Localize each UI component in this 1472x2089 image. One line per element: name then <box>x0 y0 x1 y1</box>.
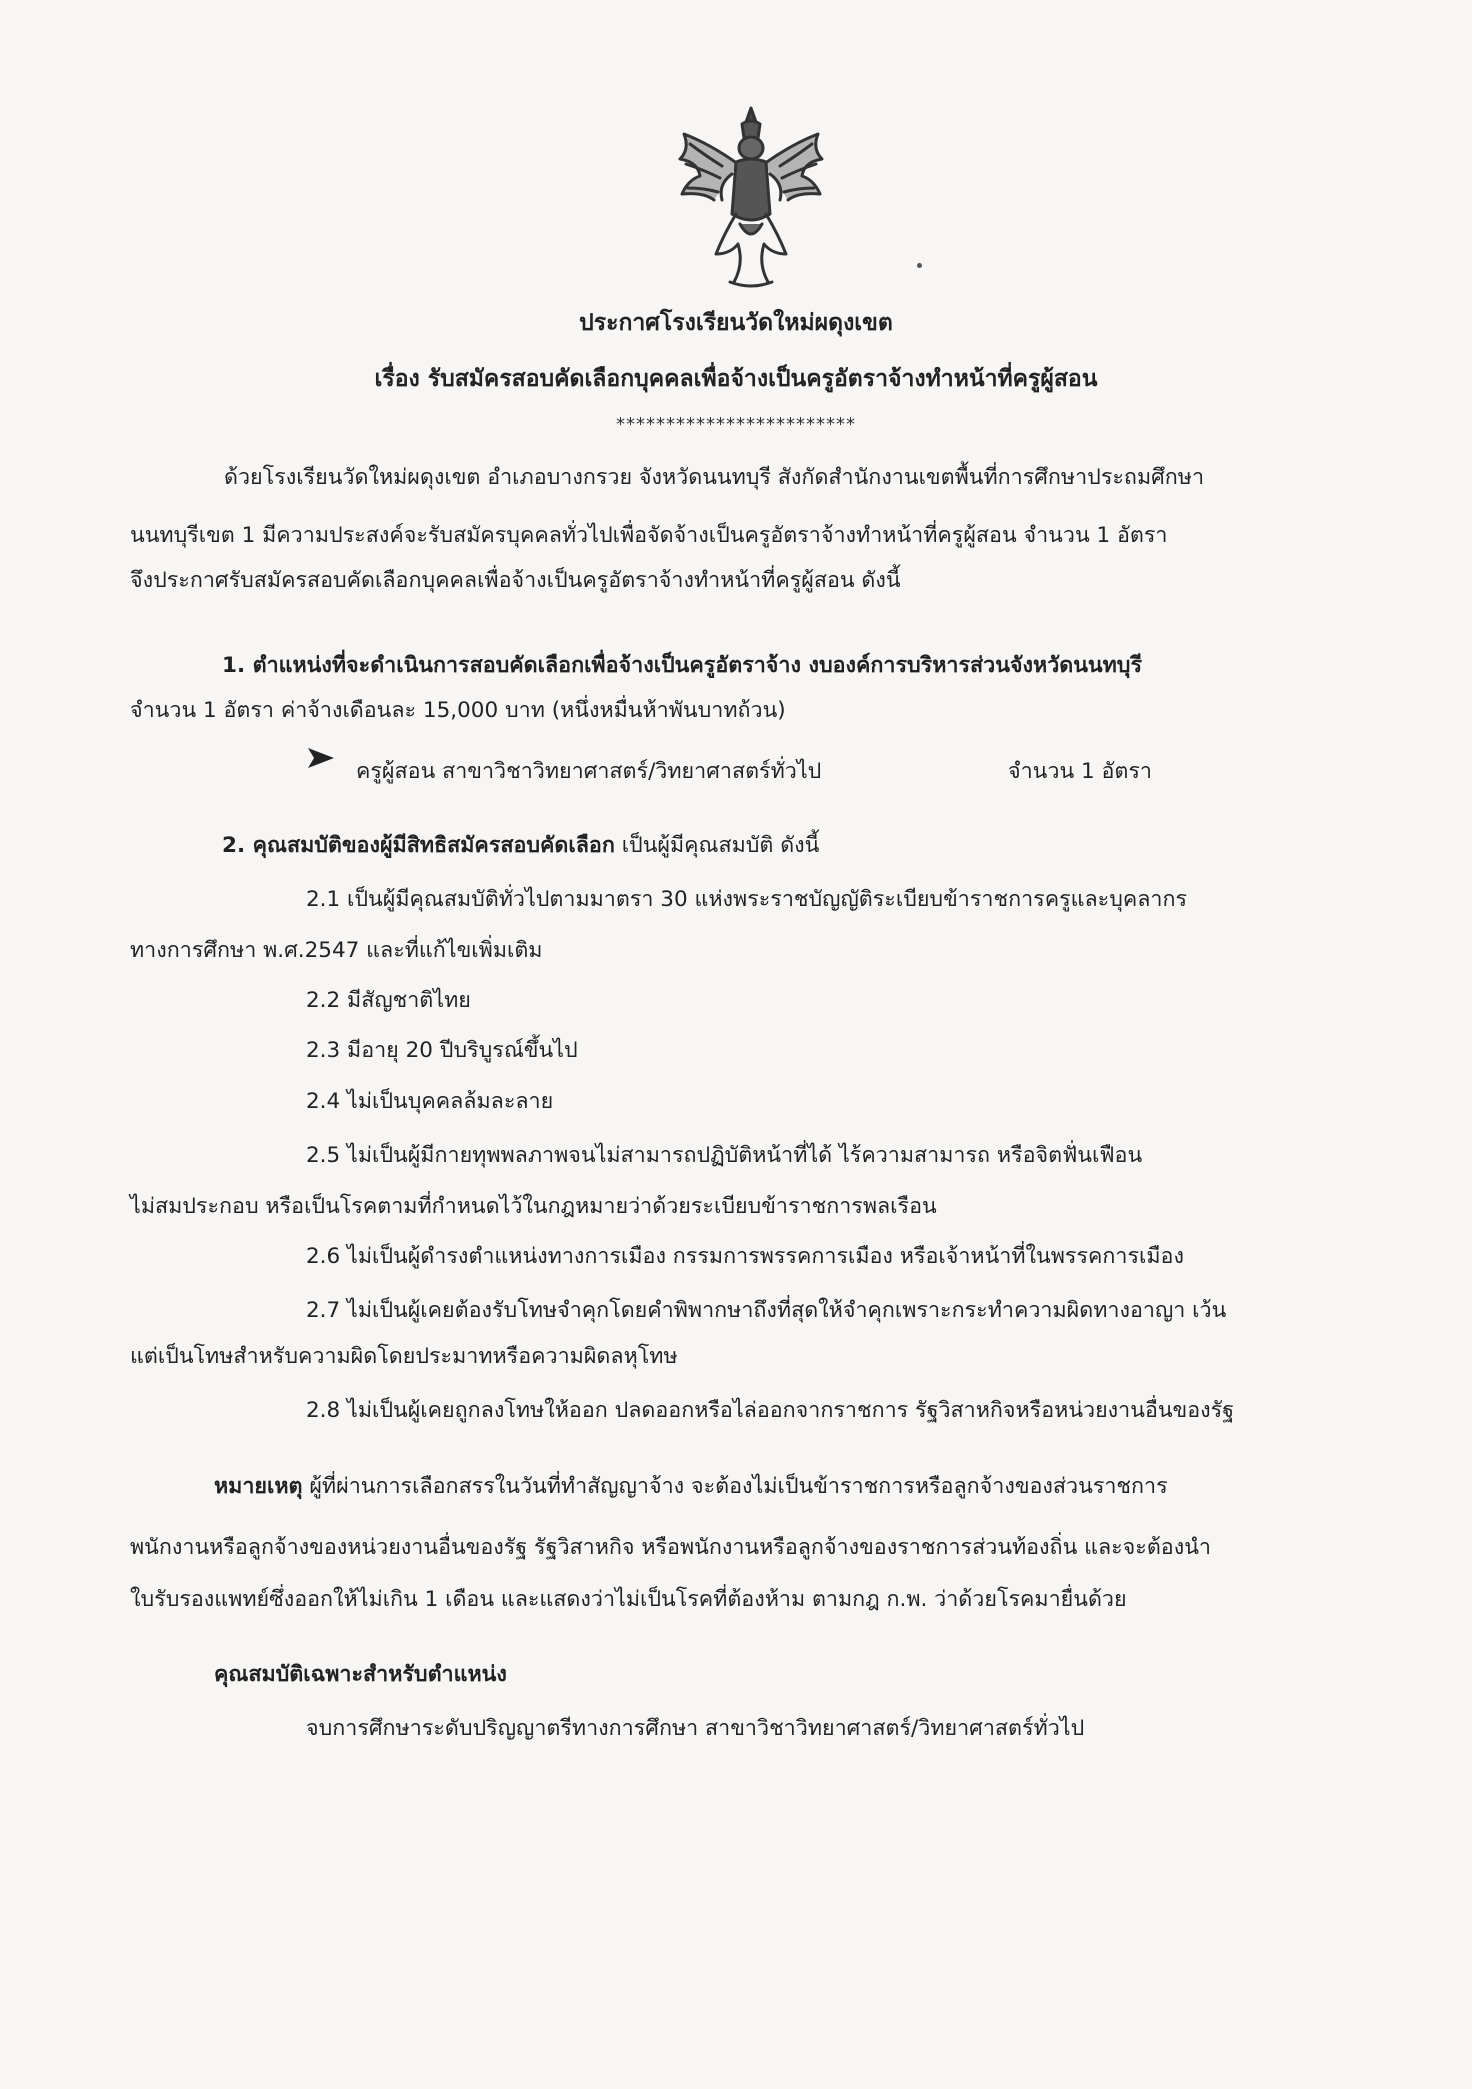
intro-line-3: จึงประกาศรับสมัครสอบคัดเลือกบุคคลเพื่อจ้างเป็นครูอัตราจ้างทำหน้าที่ครูผู้สอน ดังนี้ <box>130 568 901 593</box>
section-1-heading: 1. ตำแหน่งที่จะดำเนินการสอบคัดเลือกเพื่อจ้างเป็นครูอัตราจ้าง งบองค์การบริหารส่วนจังหวัดนนทบุรี <box>222 653 1142 678</box>
qualification-2-3: 2.3 มีอายุ 20 ปีบริบูรณ์ขึ้นไป <box>306 1038 578 1063</box>
qualification-2-4: 2.4 ไม่เป็นบุคคลล้มละลาย <box>306 1089 554 1114</box>
qualification-2-7-a: 2.7 ไม่เป็นผู้เคยต้องรับโทษจำคุกโดยคำพิพากษาถึงที่สุดให้จำคุกเพราะกระทำความผิดทางอาญา เว้น <box>306 1298 1227 1323</box>
qualification-2-5-b: ไม่สมประกอบ หรือเป็นโรคตามที่กำหนดไว้ในกฎหมายว่าด้วยระเบียบข้าราชการพลเรือน <box>130 1194 937 1219</box>
note-line-1 <box>214 1472 1168 1502</box>
garuda-emblem <box>670 104 832 290</box>
qualification-2-1-b: ทางการศึกษา พ.ศ.2547 และที่แก้ไขเพิ่มเติม <box>130 938 543 963</box>
note-line-2: พนักงานหรือลูกจ้างของหน่วยงานอื่นของรัฐ รัฐวิสาหกิจ หรือพนักงานหรือลูกจ้างของราชการส่วนท้องถิ่น และจะต้องนำ <box>130 1535 1211 1560</box>
intro-line-1: ด้วยโรงเรียนวัดใหม่ผดุงเขต อำเภอบางกรวย จังหวัดนนทบุรี สังกัดสำนักงานเขตพื้นที่การศึกษาประถมศึกษา <box>224 465 1205 490</box>
specific-qualifications-heading: คุณสมบัติเฉพาะสำหรับตำแหน่ง <box>214 1662 507 1687</box>
qualification-2-1-a: 2.1 เป็นผู้มีคุณสมบัติทั่วไปตามมาตรา 30 แห่งพระราชบัญญัติระเบียบข้าราชการครูและบุคลากร <box>306 887 1188 912</box>
note-label: หมายเหตุ <box>214 1474 303 1499</box>
separator-stars: ************************ <box>616 414 856 435</box>
section-2-heading <box>222 831 819 861</box>
announcement-subject: เรื่อง รับสมัครสอบคัดเลือกบุคคลเพื่อจ้างเป็นครูอัตราจ้างทำหน้าที่ครูผู้สอน <box>374 366 1098 392</box>
scan-speck <box>917 263 922 268</box>
qualification-2-2: 2.2 มีสัญชาติไทย <box>306 988 471 1013</box>
specific-qualifications-text: จบการศึกษาระดับปริญญาตรีทางการศึกษา สาขาวิชาวิทยาศาสตร์/วิทยาศาสตร์ทั่วไป <box>306 1716 1085 1741</box>
note-line-3: ใบรับรองแพทย์ซึ่งออกให้ไม่เกิน 1 เดือน และแสดงว่าไม่เป็นโรคที่ต้องห้าม ตามกฎ ก.พ. ว่าด้วยโรคมายื่นด้วย <box>130 1587 1127 1612</box>
qualification-2-8: 2.8 ไม่เป็นผู้เคยถูกลงโทษให้ออก ปลดออกหรือไล่ออกจากราชการ รัฐวิสาหกิจหรือหน่วยงานอื่นของรัฐ <box>306 1398 1235 1423</box>
qualification-2-5-a: 2.5 ไม่เป็นผู้มีกายทุพพลภาพจนไม่สามารถปฏิบัติหน้าที่ได้ ไร้ความสามารถ หรือจิตฟั่นเฟือน <box>306 1143 1143 1168</box>
intro-line-2: นนทบุรีเขต 1 มีความประสงค์จะรับสมัครบุคคลทั่วไปเพื่อจัดจ้างเป็นครูอัตราจ้างทำหน้าที่ครูผู้สอน จำนวน 1 อัตรา <box>130 523 1168 548</box>
section-2-heading-bold: 2. คุณสมบัติของผู้มีสิทธิสมัครสอบคัดเลือก <box>222 833 615 858</box>
note-line-1-text: ผู้ที่ผ่านการเลือกสรรในวันที่ทำสัญญาจ้าง จะต้องไม่เป็นข้าราชการหรือลูกจ้างของส่วนราชการ <box>302 1474 1168 1499</box>
arrow-bullet-icon <box>306 746 336 770</box>
qualification-2-7-b: แต่เป็นโทษสำหรับความผิดโดยประมาทหรือความผิดลหุโทษ <box>130 1344 678 1369</box>
position-title: ครูผู้สอน สาขาวิชาวิทยาศาสตร์/วิทยาศาสตร์ทั่วไป <box>356 759 822 784</box>
position-count: จำนวน 1 อัตรา <box>1008 759 1152 784</box>
qualification-2-6: 2.6 ไม่เป็นผู้ดำรงตำแหน่งทางการเมือง กรรมการพรรคการเมือง หรือเจ้าหน้าที่ในพรรคการเมือง <box>306 1244 1184 1269</box>
section-2-heading-rest: เป็นผู้มีคุณสมบัติ ดังนี้ <box>614 833 820 858</box>
announcement-title: ประกาศโรงเรียนวัดใหม่ผดุงเขต <box>579 310 893 336</box>
section-1-salary: จำนวน 1 อัตรา ค่าจ้างเดือนละ 15,000 บาท (หนึ่งหมื่นห้าพันบาทถ้วน) <box>130 698 786 723</box>
